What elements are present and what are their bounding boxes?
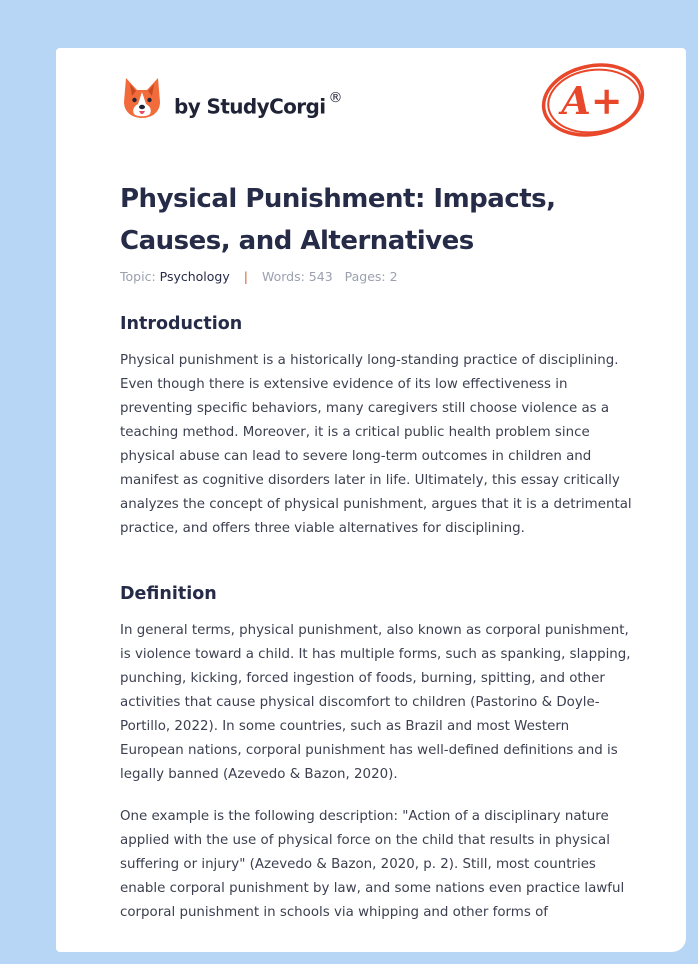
paragraph: Physical punishment is a historically long-standing practice of disciplining. Even though there is extensive evidence of its low effectiveness in preventing specific behaviors, many caregivers still choose violence as a teaching method. Moreover, it is a critical public health problem since physical abuse can lead to severe long-term outcomes in children and manifest as cognitive disorders later in life. Ultimately, this essay critically analyzes the concept of physical punishment, argues that it is a detrimental practice, and offers three viable alternatives for disciplining. xyxy=(120,353,632,536)
svg-text:A+: A+ xyxy=(561,78,623,123)
section-heading-introduction: Introduction xyxy=(120,314,243,334)
pages-label: Pages: xyxy=(344,269,386,284)
brand-name: by StudyCorgi ® xyxy=(174,90,342,119)
page-title: Physical Punishment: Impacts, Causes, and Alternatives xyxy=(120,184,556,256)
studycorgi-logo[interactable] xyxy=(122,76,372,122)
article-meta xyxy=(120,269,398,284)
section-heading-definition: Definition xyxy=(120,584,217,604)
topic-link[interactable]: Psychology xyxy=(159,269,230,284)
corgi-icon xyxy=(122,76,162,122)
meta-separator: | xyxy=(243,269,248,284)
a-plus-badge-icon xyxy=(538,60,648,140)
paragraph: One example is the following description: "Action of a disciplinary nature applied with the use of physical force on the child that results in physical suffering or injury" (Azevedo & Bazon, 2020, p. 2). Still, most countries enable corporal punishment by law, and some nations even practice lawful corporal punishment in schools via whipping and other forms of xyxy=(120,809,625,920)
words-label: Words: xyxy=(261,269,305,284)
paragraph: In general terms, physical punishment, also known as corporal punishment, is violence toward a child. It has multiple forms, such as spanking, slapping, punching, kicking, forced ingestion of foods, burning, spitting, and other activities that cause physical discomfort to children (Pastorino & Doyle-Portillo, 2022). In some countries, such as Brazil and most Western European nations, corporal punishment has well-defined definitions and is legally banned (Azevedo & Bazon, 2020). xyxy=(120,623,631,782)
words-value: 543 xyxy=(308,269,333,284)
topic-label: Topic: xyxy=(120,269,156,284)
pages-value: 2 xyxy=(389,269,398,284)
document-page xyxy=(56,48,686,952)
